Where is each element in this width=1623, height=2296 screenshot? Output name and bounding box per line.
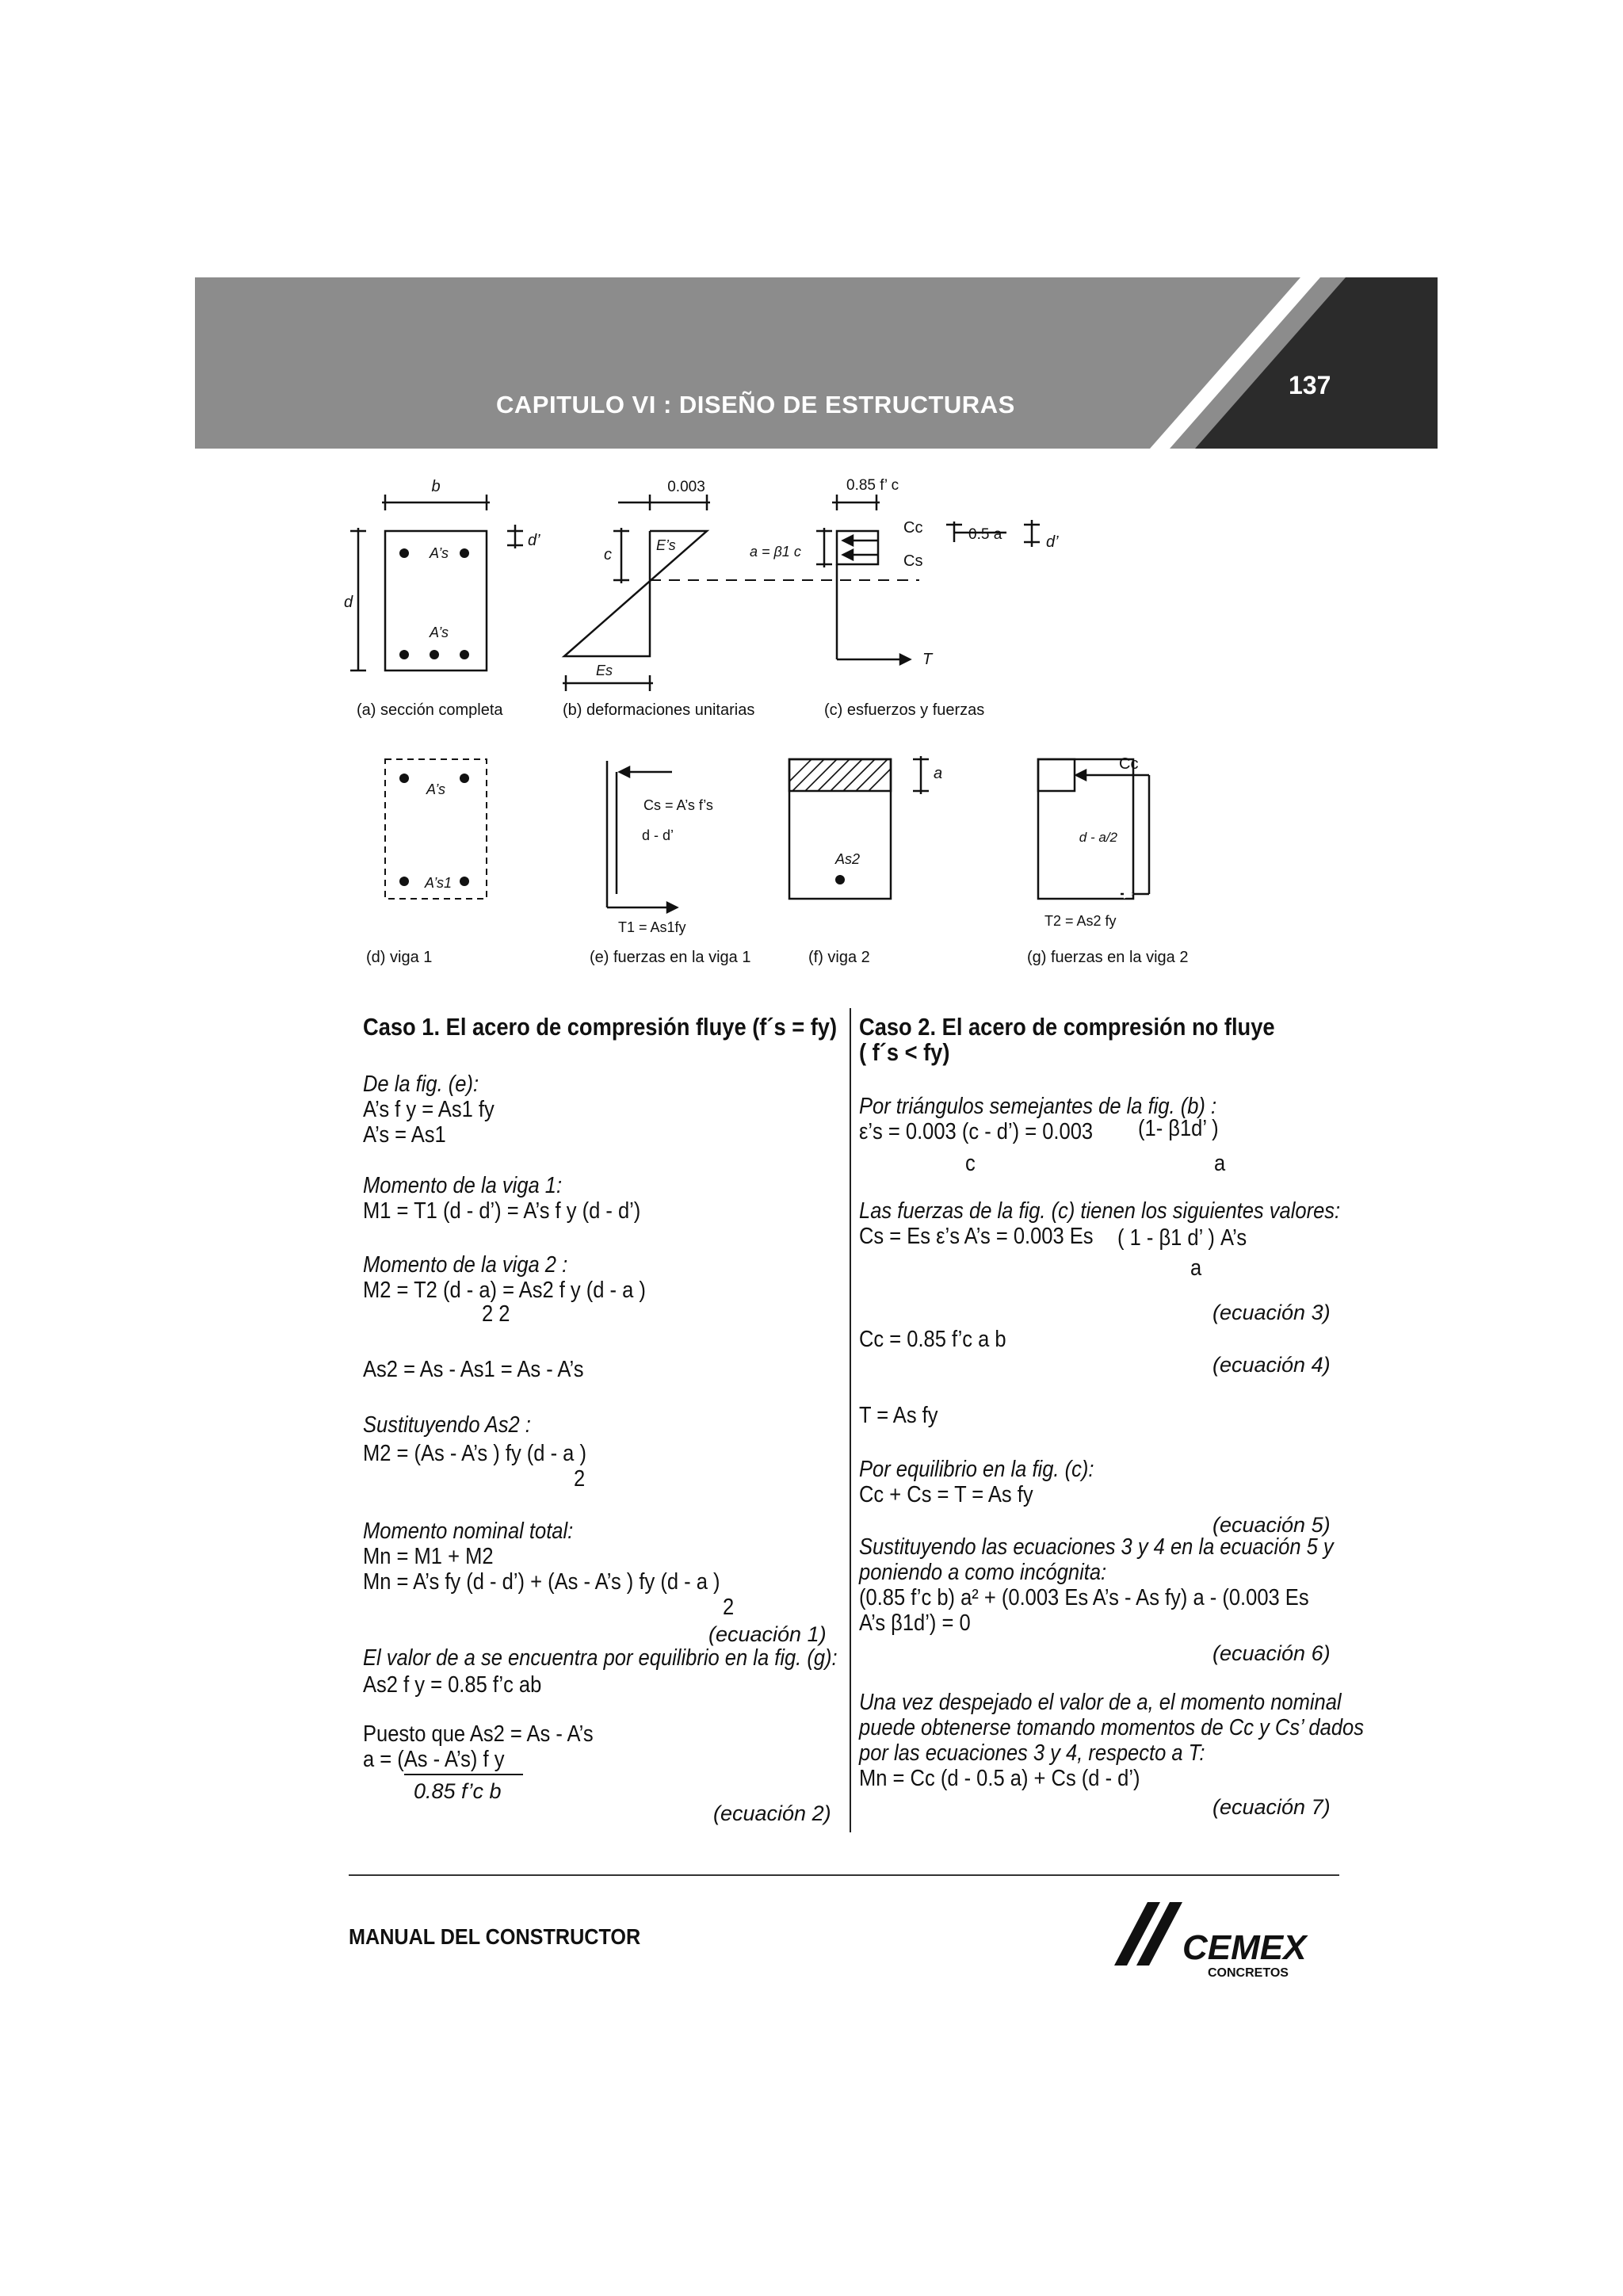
left-l13: Mn = A’s fy (d - d’) + (As - A’s ) fy (d - a ) [363, 1569, 720, 1595]
left-l16: Puesto que As2 = As - A’s [363, 1721, 594, 1747]
cemex-logo [1109, 1894, 1323, 1981]
left-l1: De la fig. (e): [363, 1072, 479, 1097]
left-l6: Momento de la viga 2 : [363, 1252, 568, 1278]
right-r1: Por triángulos semejantes de la fig. (b) : [859, 1094, 1217, 1119]
left-l14: El valor de a se encuentra por equilibrio en la fig. (g): [363, 1645, 838, 1671]
left-eq1: (ecuación 1) [708, 1622, 827, 1646]
left-l9: Sustituyendo As2 : [363, 1412, 531, 1438]
left-l10: M2 = (As - A’s ) fy (d - a ) [363, 1441, 586, 1466]
right-r15: por las ecuaciones 3 y 4, respecto a T: [859, 1740, 1205, 1766]
left-l4: Momento de la viga 1: [363, 1173, 563, 1198]
right-eq5: (ecuación 5) [1212, 1513, 1331, 1537]
label-as2: As2 [835, 851, 861, 867]
label-half-a: 0.5 a [968, 526, 1002, 543]
caption-d: (d) viga 1 [366, 949, 433, 966]
right-r11: (0.85 f’c b) a² + (0.003 Es A’s - As fy) a - (0.003 Es [859, 1585, 1309, 1610]
left-l10b: 2 [574, 1466, 586, 1492]
right-r16: Mn = Cc (d - 0.5 a) + Cs (d - d’) [859, 1766, 1140, 1791]
right-r9: Sustituyendo las ecuaciones 3 y 4 en la ecuación 5 y [859, 1534, 1334, 1560]
label-strain-top: 0.003 [667, 479, 705, 495]
right-r4: Cs = Es ε’s A’s = 0.003 Es [859, 1224, 1094, 1249]
label-as-prime-top: A’s [430, 545, 449, 561]
label-d-minus-dprime: d - d’ [642, 827, 674, 843]
right-r2: ε’s = 0.003 (c - d’) = 0.003 [859, 1119, 1094, 1144]
right-r4c: a [1190, 1255, 1202, 1281]
left-l15: As2 f y = 0.85 f’c ab [363, 1672, 542, 1698]
right-r2c: c [965, 1151, 976, 1176]
fraction-bar-a [404, 1774, 523, 1775]
right-r5: Cc = 0.85 f’c a b [859, 1327, 1006, 1352]
label-es-prime: E’s [656, 537, 676, 553]
caption-b: (b) deformaciones unitarias [563, 701, 755, 719]
structural-diagram [317, 468, 1347, 975]
label-es: Es [596, 663, 613, 678]
left-l7b: 2 2 [482, 1301, 510, 1327]
label-cs-eq: Cs = A’s f’s [643, 797, 713, 813]
left-l7: M2 = T2 (d - a) = As2 f y (d - a ) [363, 1278, 646, 1303]
left-l2: A’s f y = As1 fy [363, 1097, 495, 1122]
label-as-s1: A’s1 [425, 875, 453, 891]
label-t1-eq: T1 = As1fy [618, 919, 686, 935]
left-l13b: 2 [723, 1595, 735, 1620]
label-as-prime-bottom: A’s [430, 625, 449, 640]
label-as-prime-d: A’s [426, 781, 446, 797]
left-l12: Mn = M1 + M2 [363, 1544, 494, 1569]
logo-brand: CEMEX [1182, 1928, 1307, 1967]
right-r12: A’s β1d’) = 0 [859, 1610, 971, 1636]
right-r7: Por equilibrio en la fig. (c): [859, 1457, 1094, 1482]
label-d: d [344, 594, 353, 611]
right-eq4: (ecuación 4) [1212, 1353, 1331, 1377]
label-dprime-c: d’ [1046, 533, 1059, 551]
label-cc-g: Cc [1119, 755, 1139, 773]
right-eq6: (ecuación 6) [1212, 1641, 1331, 1665]
left-l11: Momento nominal total: [363, 1519, 574, 1544]
label-a: a [934, 765, 943, 782]
label-t: T [922, 651, 933, 668]
right-r2d: a [1214, 1151, 1226, 1176]
right-r14: puede obtenerse tomando momentos de Cc y Cs’ dados [859, 1715, 1364, 1740]
right-title2: ( f´s < fy) [859, 1038, 950, 1066]
manual-title: MANUAL DEL CONSTRUCTOR [349, 1924, 641, 1949]
label-d-minus-a2: d - a/2 [1079, 830, 1117, 845]
left-l8: As2 = As - As1 = As - A’s [363, 1357, 584, 1382]
caption-g: (g) fuerzas en la viga 2 [1027, 949, 1189, 966]
caption-e: (e) fuerzas en la viga 1 [590, 949, 751, 966]
right-eq3: (ecuación 3) [1212, 1301, 1331, 1324]
caption-f: (f) viga 2 [808, 949, 870, 966]
left-l17: a = (As - A’s) f y [363, 1747, 505, 1772]
left-eq2: (ecuación 2) [713, 1801, 831, 1825]
label-cc: Cc [903, 519, 923, 537]
right-r3: Las fuerzas de la fig. (c) tienen los siguientes valores: [859, 1198, 1341, 1224]
right-title: Caso 2. El acero de compresión no fluye [859, 1013, 1275, 1041]
left-l3: A’s = As1 [363, 1122, 446, 1148]
label-stress: 0.85 f’ c [846, 477, 899, 494]
footer-rule [349, 1874, 1339, 1876]
left-title: Caso 1. El acero de compresión fluye (f´s = fy) [363, 1013, 838, 1041]
header-stripes [195, 277, 1438, 449]
left-l18: 0.85 f’c b [414, 1779, 502, 1803]
label-t2-eq: T2 = As2 fy [1044, 913, 1117, 929]
label-a-beta: a = β1 c [750, 544, 801, 560]
caption-a: (a) sección completa [357, 701, 503, 719]
right-r6: T = As fy [859, 1403, 938, 1428]
right-r13: Una vez despejado el valor de a, el momento nominal [859, 1690, 1342, 1715]
logo-sub: CONCRETOS [1208, 1966, 1289, 1980]
right-r8: Cc + Cs = T = As fy [859, 1482, 1033, 1507]
page-number: 137 [1289, 371, 1331, 399]
right-r4b: ( 1 - β1 d’ ) A’s [1117, 1225, 1247, 1251]
right-r2b: (1- β1d’ ) [1138, 1116, 1219, 1141]
label-cs: Cs [903, 552, 923, 570]
chapter-header [195, 277, 1438, 449]
label-dprime-a: d’ [528, 532, 540, 549]
right-r10: poniendo a como incógnita: [859, 1560, 1107, 1585]
label-b: b [431, 478, 441, 495]
left-l5: M1 = T1 (d - d’) = A’s f y (d - d’) [363, 1198, 641, 1224]
chapter-title: CAPITULO VI : DISEÑO DE ESTRUCTURAS [496, 391, 1015, 418]
right-eq7: (ecuación 7) [1212, 1795, 1331, 1819]
column-divider [850, 1008, 851, 1832]
label-c: c [604, 546, 612, 563]
caption-c: (c) esfuerzos y fuerzas [824, 701, 985, 719]
